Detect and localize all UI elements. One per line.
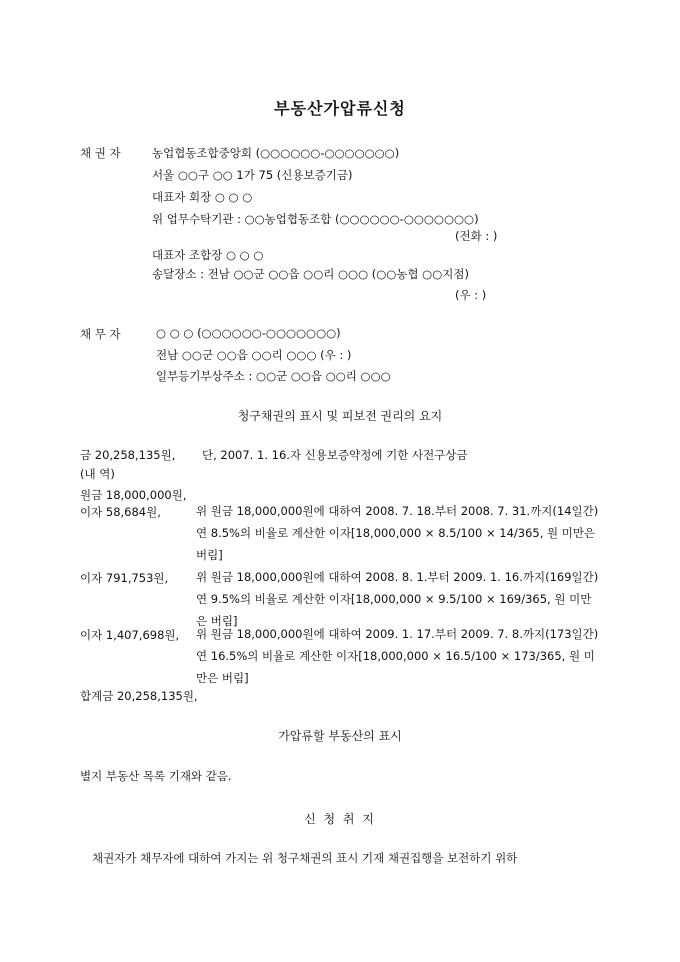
interest-2-label: 이자 791,753원,	[80, 571, 169, 585]
property-heading: 가압류할 부동산의 표시	[278, 729, 402, 743]
claim-basis: 단, 2007. 1. 16.자 신용보증약정에 기한 사전구상금	[202, 448, 468, 462]
claim-principal: 원금 18,000,000원,	[80, 488, 187, 502]
purpose-heading: 신 청 취 지	[304, 812, 376, 826]
creditor-service-address: 송달장소 : 전남 ○○군 ○○읍 ○○리 ○○○ (○○농협 ○○지점)	[152, 267, 469, 281]
interest-3-text: 위 원금 18,000,000원에 대하여 2009. 1. 17.부터 2009. 7. 8.까지(173일간) 연 16.5%의 비율로 계산한 이자[18,000,000 × 16.5/100 × 173/365, 원 미만은 버림]	[196, 627, 599, 685]
creditor-phone: (전화 : )	[455, 229, 498, 243]
creditor-agent-representative: 대표자 조합장 ○ ○ ○	[152, 248, 264, 262]
claim-total: 합계금 20,258,135원,	[80, 689, 198, 703]
debtor-registry-address: 일부등기부상주소 : ○○군 ○○읍 ○○리 ○○○	[156, 369, 391, 383]
creditor-representative: 대표자 회장 ○ ○ ○	[152, 190, 253, 204]
interest-3-label: 이자 1,407,698원,	[80, 628, 180, 642]
claim-amount: 금 20,258,135원,	[80, 448, 176, 462]
creditor-agent: 위 업무수탁기관 : ○○농업협동조합 (○○○○○○-○○○○○○○)	[152, 212, 479, 226]
claim-heading: 청구채권의 표시 및 피보전 권리의 요지	[237, 409, 443, 423]
creditor-address: 서울 ○○구 ○○ 1가 75 (신용보증기금)	[152, 168, 353, 182]
property-text: 별지 부동산 목록 기재와 같음.	[80, 769, 232, 783]
creditor-label: 채 권 자	[80, 146, 121, 160]
interest-1-label: 이자 58,684원,	[80, 505, 161, 519]
interest-1-text: 위 원금 18,000,000원에 대하여 2008. 7. 18.부터 2008. 7. 31.까지(14일간) 연 8.5%의 비율로 계산한 이자[18,000,000 × 8.5/100 × 14/365, 원 미만은 버림]	[196, 504, 599, 562]
document-title: 부동산가압류신청	[274, 99, 406, 118]
debtor-name: ○ ○ ○ (○○○○○○-○○○○○○○)	[156, 326, 341, 340]
creditor-postal: (우 : )	[455, 288, 487, 302]
creditor-name: 농업협동조합중앙회 (○○○○○○-○○○○○○○)	[152, 146, 400, 160]
purpose-text: 채권자가 채무자에 대하여 가지는 위 청구채권의 표시 기재 채권집행을 보전하기 위하	[92, 851, 518, 865]
debtor-address: 전남 ○○군 ○○읍 ○○리 ○○○ (우 : )	[156, 348, 352, 362]
claim-details-label: (내 역)	[80, 467, 115, 481]
interest-2-text: 위 원금 18,000,000원에 대하여 2008. 8. 1.부터 2009. 1. 16.까지(169일간) 연 9.5%의 비율로 계산한 이자[18,000,000 × 9.5/100 × 169/365, 원 미만은 버림]	[196, 570, 599, 628]
debtor-label: 채 무 자	[80, 327, 121, 341]
